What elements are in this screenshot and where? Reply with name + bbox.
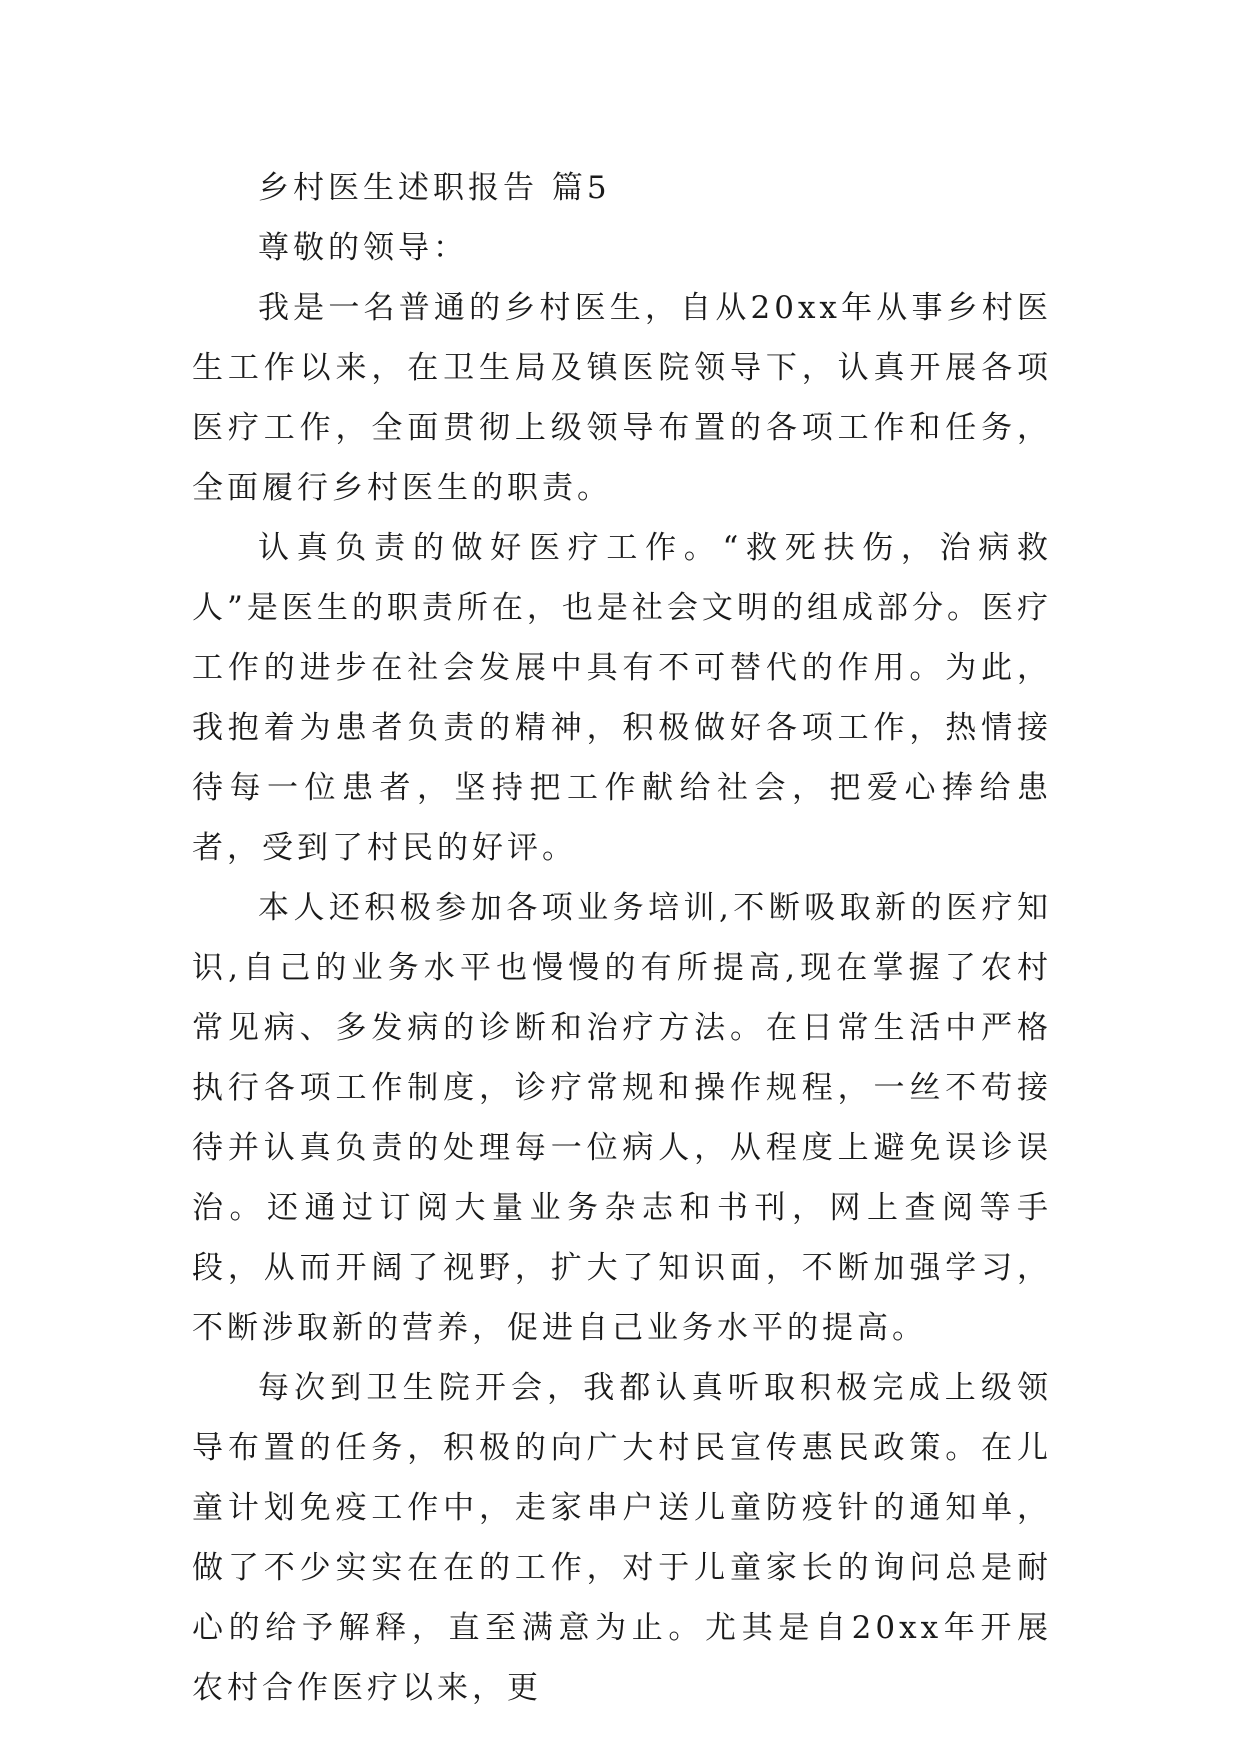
paragraph-4: 每次到卫生院开会，我都认真听取积极完成上级领导布置的任务，积极的向广大村民宣传惠民政策。在儿童计划免疫工作中，走家串户送儿童防疫针的通知单，做了不少实实在在的工作，对于儿童家长的询问总是耐心的给予解释，直至满意为止。尤其是自20xx年开展农村合作医疗以来，更 bbox=[192, 1370, 1052, 1706]
document-title: 乡村医生述职报告 篇5 bbox=[258, 170, 611, 206]
paragraph-3: 本人还积极参加各项业务培训,不断吸取新的医疗知识,自己的业务水平也慢慢的有所提高,现在掌握了农村常见病、多发病的诊断和治疗方法。在日常生活中严格执行各项工作制度，诊疗常规和操作规程，一丝不苟接待并认真负责的处理每一位病人，从程度上避免误诊误治。还通过订阅大量业务杂志和书刊，网上查阅等手段，从而开阔了视野，扩大了知识面，不断加强学习，不断涉取新的营养，促进自己业务水平的提高。 bbox=[192, 890, 1052, 1346]
paragraph-1: 我是一名普通的乡村医生，自从20xx年从事乡村医生工作以来，在卫生局及镇医院领导下，认真开展各项医疗工作，全面贯彻上级领导布置的各项工作和任务，全面履行乡村医生的职责。 bbox=[192, 290, 1052, 506]
paragraph-2: 认真负责的做好医疗工作。“救死扶伤，治病救人”是医生的职责所在，也是社会文明的组成部分。医疗工作的进步在社会发展中具有不可替代的作用。为此，我抱着为患者负责的精神，积极做好各项工作，热情接待每一位患者，坚持把工作献给社会，把爱心捧给患者，受到了村民的好评。 bbox=[192, 530, 1052, 866]
salutation: 尊敬的领导： bbox=[258, 230, 468, 266]
document-body bbox=[192, 158, 1052, 1718]
